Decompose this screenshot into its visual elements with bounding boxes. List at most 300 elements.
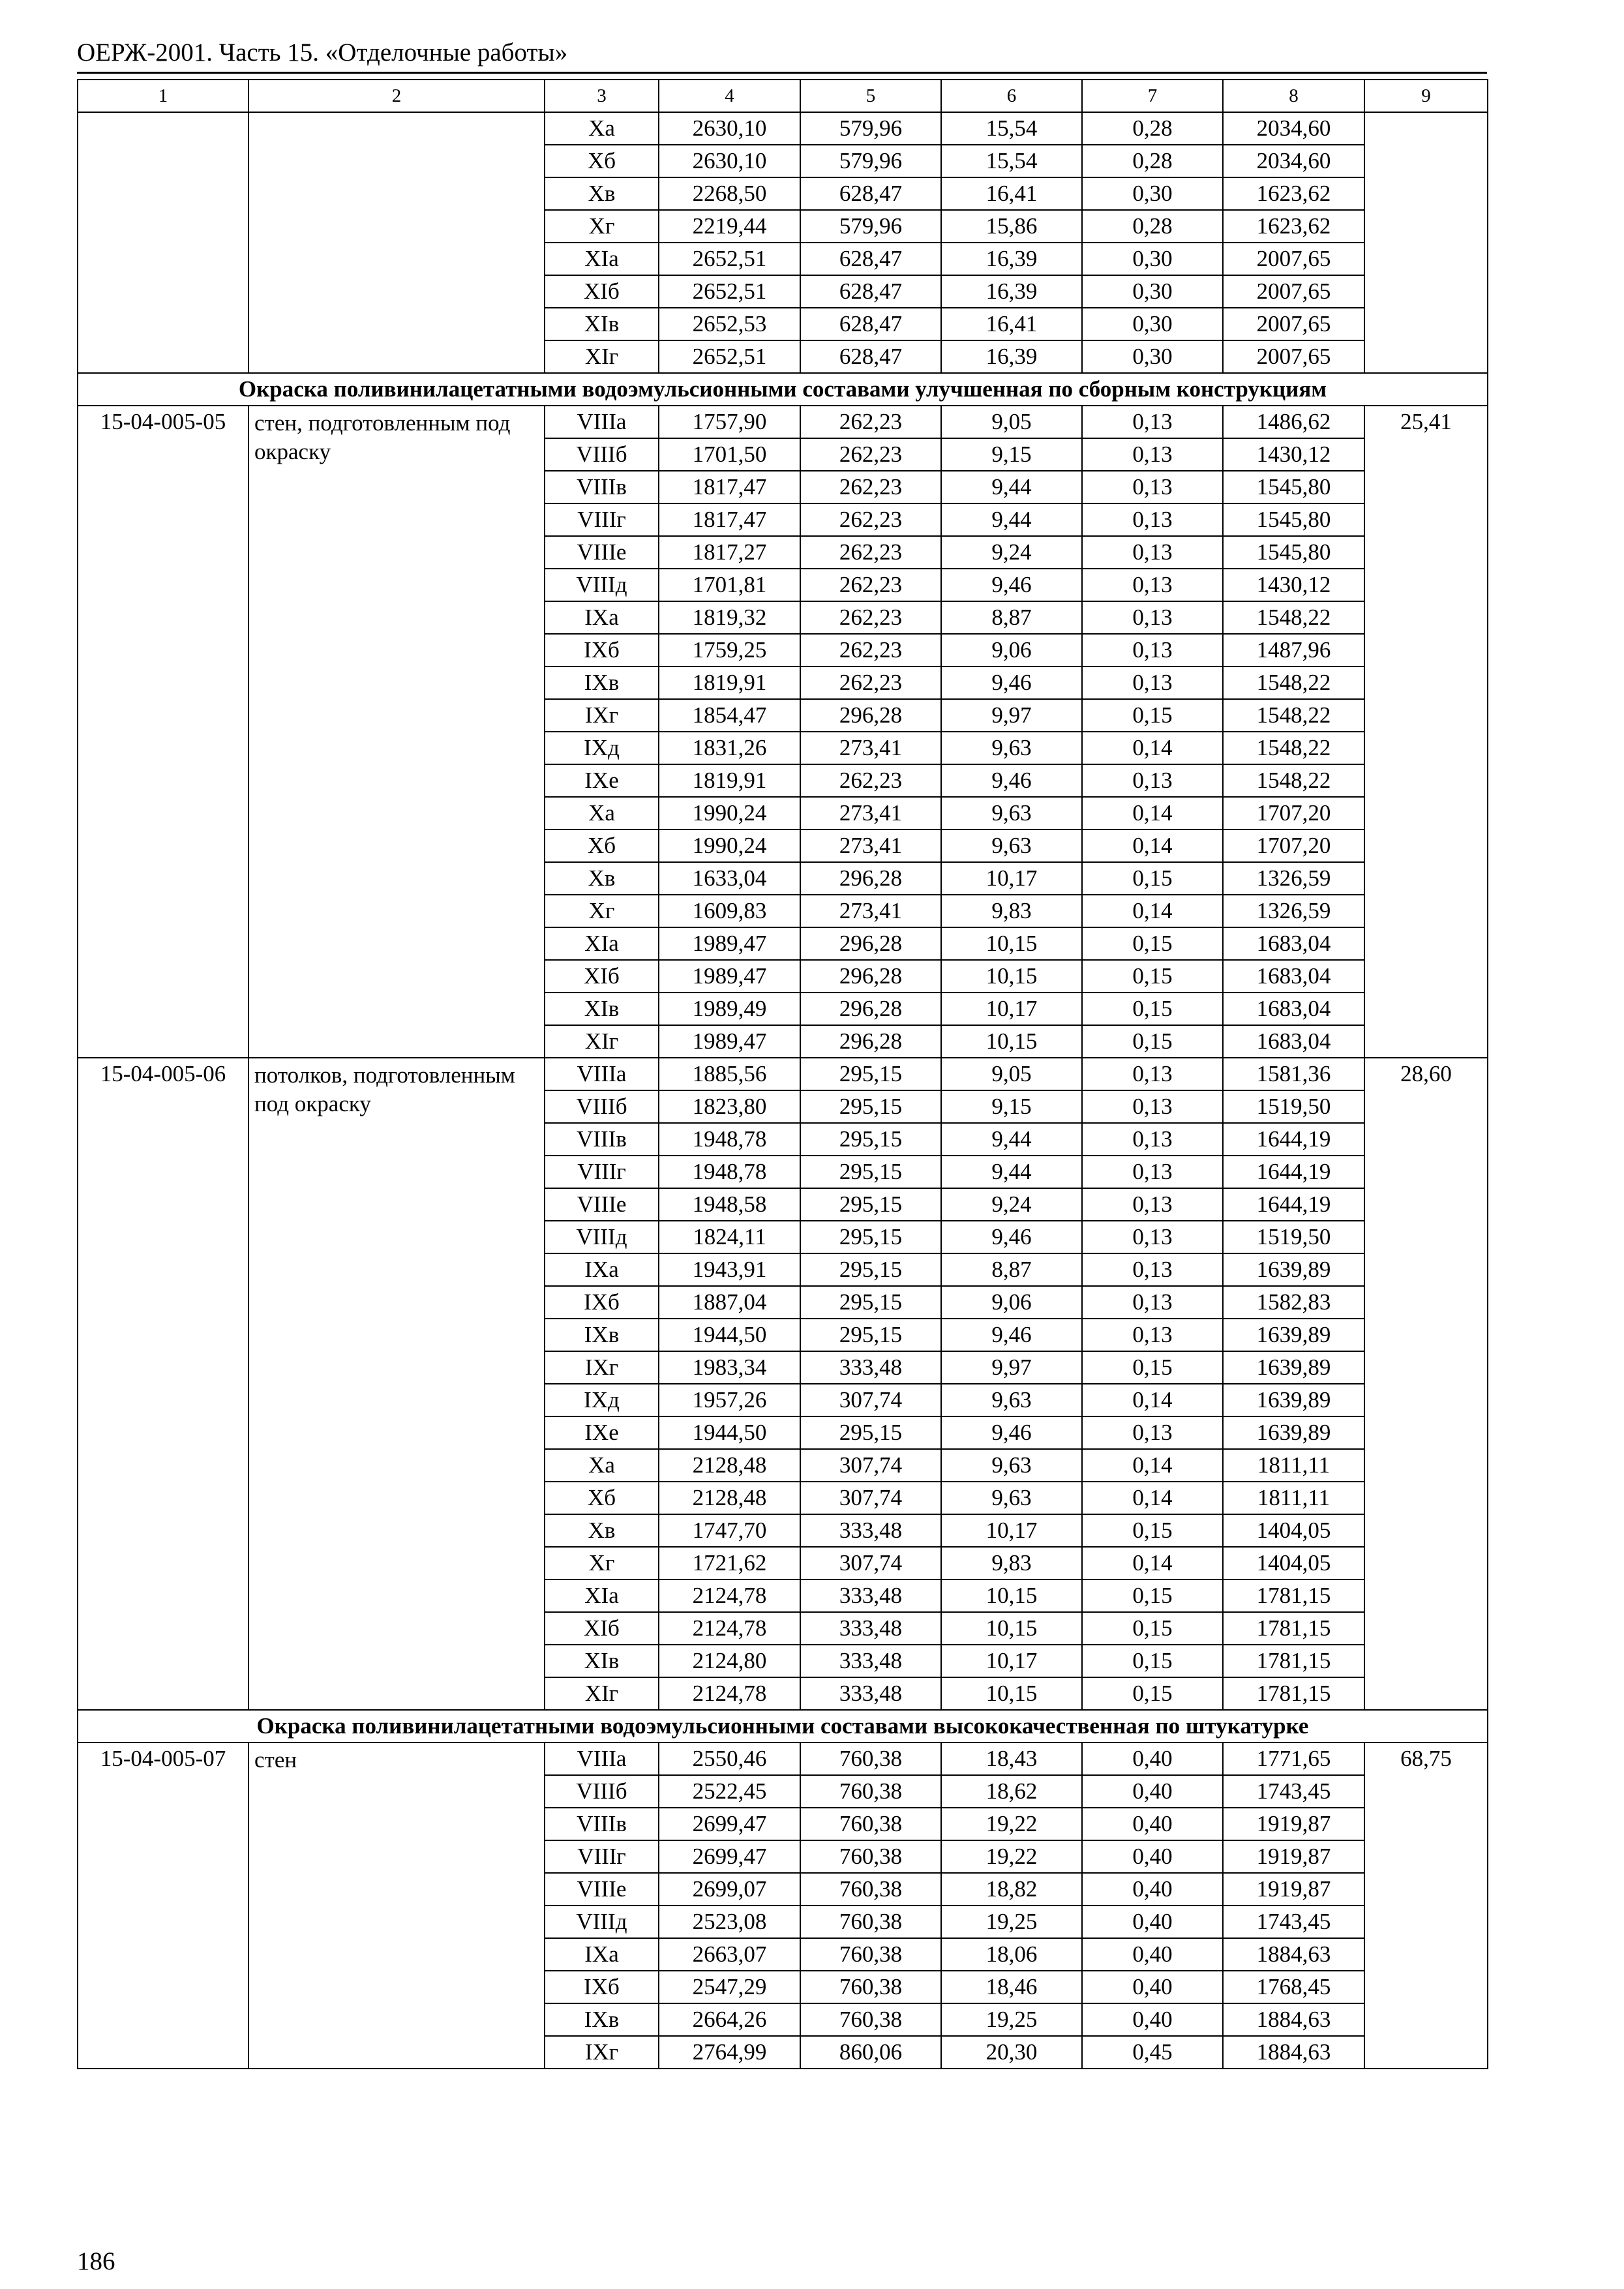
region-code: VIIIв	[545, 1123, 659, 1156]
col8-value: 1743,45	[1223, 1906, 1364, 1938]
col7-value: 0,40	[1082, 1808, 1223, 1840]
col6-value: 10,15	[941, 1677, 1082, 1710]
col5-value: 333,48	[800, 1351, 941, 1384]
rate-code: 15-04-005-07	[78, 1743, 248, 2069]
col4-value: 1948,78	[659, 1123, 800, 1156]
col4-value: 1944,50	[659, 1319, 800, 1351]
col6-value: 16,41	[941, 308, 1082, 340]
column-number: 1	[78, 80, 248, 112]
col8-value: 1545,80	[1223, 503, 1364, 536]
region-code: IXб	[545, 634, 659, 666]
col7-value: 0,15	[1082, 1677, 1223, 1710]
col5-value: 262,23	[800, 666, 941, 699]
col4-value: 1819,32	[659, 601, 800, 634]
col4-value: 1633,04	[659, 862, 800, 895]
col4-value: 1831,26	[659, 732, 800, 764]
col7-value: 0,13	[1082, 1286, 1223, 1319]
col4-value: 2124,78	[659, 1677, 800, 1710]
region-code: XIг	[545, 340, 659, 373]
col5-value: 295,15	[800, 1188, 941, 1221]
column-number: 5	[800, 80, 941, 112]
col8-value: 1683,04	[1223, 927, 1364, 960]
col4-value: 2699,47	[659, 1840, 800, 1873]
table-row	[78, 1058, 1488, 1090]
region-code: VIIIб	[545, 1775, 659, 1808]
col8-value: 1639,89	[1223, 1253, 1364, 1286]
region-code: IXб	[545, 1286, 659, 1319]
col5-value: 628,47	[800, 308, 941, 340]
col6-value: 18,43	[941, 1743, 1082, 1775]
col8-value: 1683,04	[1223, 993, 1364, 1025]
col5-value: 295,15	[800, 1090, 941, 1123]
col4-value: 2630,10	[659, 112, 800, 145]
col8-value: 1486,62	[1223, 406, 1364, 438]
work-description: стен	[248, 1743, 545, 2069]
col4-value: 2124,80	[659, 1645, 800, 1677]
col6-value: 10,17	[941, 1645, 1082, 1677]
col4-value: 2124,78	[659, 1612, 800, 1645]
col4-value: 2128,48	[659, 1449, 800, 1482]
col7-value: 0,13	[1082, 666, 1223, 699]
region-code: VIIIe	[545, 1873, 659, 1906]
col5-value: 760,38	[800, 1808, 941, 1840]
col7-value: 0,40	[1082, 1873, 1223, 1906]
region-code: Xa	[545, 797, 659, 830]
col5-value: 262,23	[800, 438, 941, 471]
col5-value: 273,41	[800, 797, 941, 830]
col7-value: 0,15	[1082, 1514, 1223, 1547]
col4-value: 1819,91	[659, 666, 800, 699]
col8-value: 1683,04	[1223, 1025, 1364, 1058]
col6-value: 9,63	[941, 732, 1082, 764]
col6-value: 9,24	[941, 536, 1082, 569]
region-code: XIa	[545, 1579, 659, 1612]
col8-value: 1919,87	[1223, 1840, 1364, 1873]
col6-value: 9,05	[941, 1058, 1082, 1090]
region-code: Xб	[545, 1482, 659, 1514]
col6-value: 9,97	[941, 699, 1082, 732]
col6-value: 9,46	[941, 569, 1082, 601]
col8-value: 2034,60	[1223, 112, 1364, 145]
col5-value: 296,28	[800, 927, 941, 960]
region-code: VIIIe	[545, 1188, 659, 1221]
col5-value: 295,15	[800, 1286, 941, 1319]
col5-value: 579,96	[800, 210, 941, 243]
region-code: XIг	[545, 1677, 659, 1710]
col5-value: 628,47	[800, 340, 941, 373]
col7-value: 0,14	[1082, 1449, 1223, 1482]
region-code: Xб	[545, 830, 659, 862]
col5-value: 262,23	[800, 601, 941, 634]
col8-value: 1623,62	[1223, 210, 1364, 243]
col6-value: 19,25	[941, 1906, 1082, 1938]
region-code: IXг	[545, 1351, 659, 1384]
region-code: Xв	[545, 177, 659, 210]
col6-value: 9,44	[941, 1156, 1082, 1188]
col7-value: 0,14	[1082, 797, 1223, 830]
col8-value: 1781,15	[1223, 1579, 1364, 1612]
code-cell	[78, 112, 248, 373]
col5-value: 307,74	[800, 1482, 941, 1514]
col7-value: 0,13	[1082, 601, 1223, 634]
col4-value: 1609,83	[659, 895, 800, 927]
col7-value: 0,13	[1082, 1156, 1223, 1188]
col8-value: 1326,59	[1223, 895, 1364, 927]
price-cell	[1364, 112, 1488, 373]
rate-code: 15-04-005-06	[78, 1058, 248, 1710]
column-number: 8	[1223, 80, 1364, 112]
col8-value: 1404,05	[1223, 1547, 1364, 1579]
col8-value: 1743,45	[1223, 1775, 1364, 1808]
region-code: IXa	[545, 1938, 659, 1971]
col5-value: 579,96	[800, 112, 941, 145]
col5-value: 760,38	[800, 1906, 941, 1938]
col6-value: 9,06	[941, 634, 1082, 666]
col6-value: 18,82	[941, 1873, 1082, 1906]
col6-value: 20,30	[941, 2036, 1082, 2069]
col8-value: 1919,87	[1223, 1808, 1364, 1840]
column-number: 3	[545, 80, 659, 112]
col5-value: 760,38	[800, 2003, 941, 2036]
col5-value: 295,15	[800, 1253, 941, 1286]
col5-value: 760,38	[800, 1840, 941, 1873]
col4-value: 1989,47	[659, 1025, 800, 1058]
col4-value: 2652,53	[659, 308, 800, 340]
col6-value: 9,44	[941, 471, 1082, 503]
region-code: IXв	[545, 666, 659, 699]
col4-value: 2630,10	[659, 145, 800, 177]
col7-value: 0,15	[1082, 927, 1223, 960]
col5-value: 295,15	[800, 1221, 941, 1253]
col8-value: 1811,11	[1223, 1482, 1364, 1514]
col4-value: 2547,29	[659, 1971, 800, 2003]
col5-value: 273,41	[800, 895, 941, 927]
col8-value: 2007,65	[1223, 243, 1364, 275]
col8-value: 1581,36	[1223, 1058, 1364, 1090]
region-code: VIIIe	[545, 536, 659, 569]
col6-value: 16,39	[941, 275, 1082, 308]
col5-value: 262,23	[800, 764, 941, 797]
region-code: IXб	[545, 1971, 659, 2003]
col4-value: 2699,47	[659, 1808, 800, 1840]
col4-value: 1819,91	[659, 764, 800, 797]
col5-value: 295,15	[800, 1416, 941, 1449]
work-description: потолков, подготовленным под окраску	[248, 1058, 545, 1710]
col6-value: 9,06	[941, 1286, 1082, 1319]
col4-value: 1989,47	[659, 960, 800, 993]
col7-value: 0,40	[1082, 1743, 1223, 1775]
col4-value: 2124,78	[659, 1579, 800, 1612]
col6-value: 9,83	[941, 1547, 1082, 1579]
col7-value: 0,15	[1082, 862, 1223, 895]
col6-value: 9,83	[941, 895, 1082, 927]
col8-value: 1430,12	[1223, 569, 1364, 601]
col5-value: 296,28	[800, 862, 941, 895]
col8-value: 2007,65	[1223, 275, 1364, 308]
col6-value: 16,39	[941, 340, 1082, 373]
col4-value: 1944,50	[659, 1416, 800, 1449]
table-row	[78, 112, 1488, 145]
col7-value: 0,14	[1082, 732, 1223, 764]
col4-value: 2652,51	[659, 243, 800, 275]
col8-value: 1545,80	[1223, 471, 1364, 503]
col5-value: 760,38	[800, 1971, 941, 2003]
col7-value: 0,13	[1082, 536, 1223, 569]
col6-value: 15,54	[941, 112, 1082, 145]
region-code: Xг	[545, 1547, 659, 1579]
col8-value: 1548,22	[1223, 764, 1364, 797]
col5-value: 333,48	[800, 1514, 941, 1547]
col7-value: 0,40	[1082, 1938, 1223, 1971]
col8-value: 1548,22	[1223, 601, 1364, 634]
col8-value: 1545,80	[1223, 536, 1364, 569]
col4-value: 1990,24	[659, 797, 800, 830]
col6-value: 19,25	[941, 2003, 1082, 2036]
rates-table-body	[78, 80, 1488, 2069]
region-code: XIг	[545, 1025, 659, 1058]
col6-value: 9,44	[941, 1123, 1082, 1156]
col8-value: 1519,50	[1223, 1090, 1364, 1123]
col8-value: 1404,05	[1223, 1514, 1364, 1547]
col4-value: 1757,90	[659, 406, 800, 438]
col4-value: 1817,27	[659, 536, 800, 569]
col4-value: 1989,47	[659, 927, 800, 960]
col6-value: 9,63	[941, 1482, 1082, 1514]
col7-value: 0,45	[1082, 2036, 1223, 2069]
col8-value: 1884,63	[1223, 2003, 1364, 2036]
col6-value: 15,86	[941, 210, 1082, 243]
col7-value: 0,15	[1082, 1612, 1223, 1645]
col6-value: 9,46	[941, 1319, 1082, 1351]
col5-value: 262,23	[800, 634, 941, 666]
col7-value: 0,15	[1082, 1351, 1223, 1384]
col5-value: 273,41	[800, 732, 941, 764]
col4-value: 1824,11	[659, 1221, 800, 1253]
col4-value: 2219,44	[659, 210, 800, 243]
col7-value: 0,13	[1082, 1416, 1223, 1449]
col6-value: 10,17	[941, 1514, 1082, 1547]
col5-value: 760,38	[800, 1775, 941, 1808]
col8-value: 1683,04	[1223, 960, 1364, 993]
region-code: XIв	[545, 993, 659, 1025]
col5-value: 307,74	[800, 1547, 941, 1579]
page-header-title: ОЕРЖ-2001. Часть 15. «Отделочные работы»	[77, 38, 568, 67]
col4-value: 1854,47	[659, 699, 800, 732]
col6-value: 8,87	[941, 1253, 1082, 1286]
unit-price: 68,75	[1364, 1743, 1488, 2069]
col4-value: 2522,45	[659, 1775, 800, 1808]
column-number: 6	[941, 80, 1082, 112]
rate-code: 15-04-005-05	[78, 406, 248, 1058]
col4-value: 1990,24	[659, 830, 800, 862]
region-code: VIIIг	[545, 1156, 659, 1188]
col6-value: 18,06	[941, 1938, 1082, 1971]
col6-value: 9,63	[941, 1384, 1082, 1416]
region-code: VIIIд	[545, 1906, 659, 1938]
col4-value: 2663,07	[659, 1938, 800, 1971]
col5-value: 262,23	[800, 569, 941, 601]
col8-value: 2007,65	[1223, 340, 1364, 373]
col4-value: 1943,91	[659, 1253, 800, 1286]
col6-value: 9,44	[941, 503, 1082, 536]
col6-value: 8,87	[941, 601, 1082, 634]
region-code: VIIIa	[545, 406, 659, 438]
col7-value: 0,40	[1082, 1906, 1223, 1938]
col7-value: 0,30	[1082, 177, 1223, 210]
col5-value: 307,74	[800, 1384, 941, 1416]
region-code: VIIIв	[545, 471, 659, 503]
col4-value: 1948,78	[659, 1156, 800, 1188]
section-header-row	[78, 1710, 1488, 1743]
col7-value: 0,13	[1082, 1090, 1223, 1123]
col8-value: 1707,20	[1223, 797, 1364, 830]
col4-value: 1759,25	[659, 634, 800, 666]
unit-price: 25,41	[1364, 406, 1488, 1058]
col8-value: 1639,89	[1223, 1384, 1364, 1416]
col6-value: 19,22	[941, 1808, 1082, 1840]
region-code: XIб	[545, 1612, 659, 1645]
col5-value: 295,15	[800, 1123, 941, 1156]
col7-value: 0,40	[1082, 1775, 1223, 1808]
region-code: IXa	[545, 601, 659, 634]
col6-value: 9,05	[941, 406, 1082, 438]
section-header-row	[78, 373, 1488, 406]
col6-value: 18,62	[941, 1775, 1082, 1808]
col7-value: 0,13	[1082, 1058, 1223, 1090]
column-number: 2	[248, 80, 545, 112]
col5-value: 628,47	[800, 177, 941, 210]
col7-value: 0,13	[1082, 406, 1223, 438]
description-cell	[248, 112, 545, 373]
region-code: IXд	[545, 732, 659, 764]
col8-value: 1548,22	[1223, 699, 1364, 732]
col5-value: 307,74	[800, 1449, 941, 1482]
col5-value: 262,23	[800, 406, 941, 438]
col6-value: 9,15	[941, 438, 1082, 471]
col8-value: 1781,15	[1223, 1612, 1364, 1645]
region-code: Xв	[545, 1514, 659, 1547]
col6-value: 9,46	[941, 666, 1082, 699]
region-code: XIa	[545, 243, 659, 275]
col8-value: 1644,19	[1223, 1188, 1364, 1221]
col8-value: 1519,50	[1223, 1221, 1364, 1253]
col7-value: 0,30	[1082, 340, 1223, 373]
col4-value: 1983,34	[659, 1351, 800, 1384]
region-code: IXв	[545, 1319, 659, 1351]
col5-value: 295,15	[800, 1319, 941, 1351]
col7-value: 0,40	[1082, 1840, 1223, 1873]
col5-value: 333,48	[800, 1579, 941, 1612]
region-code: IXe	[545, 764, 659, 797]
region-code: Xб	[545, 145, 659, 177]
col4-value: 1887,04	[659, 1286, 800, 1319]
col8-value: 1884,63	[1223, 1938, 1364, 1971]
col8-value: 1781,15	[1223, 1645, 1364, 1677]
col6-value: 9,63	[941, 830, 1082, 862]
table-row	[78, 1743, 1488, 1775]
region-code: Xa	[545, 1449, 659, 1482]
region-code: IXв	[545, 2003, 659, 2036]
col4-value: 1948,58	[659, 1188, 800, 1221]
col7-value: 0,13	[1082, 569, 1223, 601]
col6-value: 9,63	[941, 797, 1082, 830]
col7-value: 0,28	[1082, 112, 1223, 145]
region-code: XIв	[545, 1645, 659, 1677]
col8-value: 1707,20	[1223, 830, 1364, 862]
col6-value: 19,22	[941, 1840, 1082, 1873]
region-code: Xг	[545, 895, 659, 927]
col4-value: 2699,07	[659, 1873, 800, 1906]
col6-value: 16,41	[941, 177, 1082, 210]
col8-value: 1781,15	[1223, 1677, 1364, 1710]
col4-value: 2652,51	[659, 275, 800, 308]
col5-value: 262,23	[800, 536, 941, 569]
col7-value: 0,30	[1082, 243, 1223, 275]
region-code: Xв	[545, 862, 659, 895]
col5-value: 760,38	[800, 1873, 941, 1906]
col4-value: 2664,26	[659, 2003, 800, 2036]
col6-value: 18,46	[941, 1971, 1082, 2003]
col7-value: 0,13	[1082, 764, 1223, 797]
col4-value: 1823,80	[659, 1090, 800, 1123]
col5-value: 628,47	[800, 275, 941, 308]
col7-value: 0,15	[1082, 699, 1223, 732]
col5-value: 295,15	[800, 1058, 941, 1090]
col5-value: 296,28	[800, 993, 941, 1025]
col4-value: 1701,81	[659, 569, 800, 601]
col7-value: 0,30	[1082, 308, 1223, 340]
col5-value: 296,28	[800, 960, 941, 993]
col6-value: 10,15	[941, 960, 1082, 993]
col4-value: 1701,50	[659, 438, 800, 471]
col5-value: 860,06	[800, 2036, 941, 2069]
rates-table	[77, 79, 1488, 2069]
col7-value: 0,13	[1082, 1188, 1223, 1221]
region-code: IXa	[545, 1253, 659, 1286]
col8-value: 1430,12	[1223, 438, 1364, 471]
col7-value: 0,28	[1082, 145, 1223, 177]
col8-value: 1771,65	[1223, 1743, 1364, 1775]
col6-value: 10,17	[941, 862, 1082, 895]
column-numbers-row	[78, 80, 1488, 112]
region-code: VIIIб	[545, 438, 659, 471]
col7-value: 0,13	[1082, 438, 1223, 471]
col7-value: 0,15	[1082, 1025, 1223, 1058]
col4-value: 2268,50	[659, 177, 800, 210]
col5-value: 579,96	[800, 145, 941, 177]
col8-value: 1639,89	[1223, 1416, 1364, 1449]
region-code: IXг	[545, 2036, 659, 2069]
col5-value: 262,23	[800, 503, 941, 536]
table-row	[78, 406, 1488, 438]
region-code: XIб	[545, 275, 659, 308]
col5-value: 333,48	[800, 1645, 941, 1677]
col6-value: 9,46	[941, 1416, 1082, 1449]
section-title: Окраска поливинилацетатными водоэмульсионными составами высококачественная по штукатурке	[78, 1710, 1488, 1743]
col8-value: 1623,62	[1223, 177, 1364, 210]
col7-value: 0,13	[1082, 1123, 1223, 1156]
column-number: 9	[1364, 80, 1488, 112]
col7-value: 0,15	[1082, 960, 1223, 993]
col7-value: 0,13	[1082, 1253, 1223, 1286]
col4-value: 1817,47	[659, 503, 800, 536]
col6-value: 16,39	[941, 243, 1082, 275]
column-number: 7	[1082, 80, 1223, 112]
col5-value: 333,48	[800, 1677, 941, 1710]
col7-value: 0,28	[1082, 210, 1223, 243]
region-code: IXд	[545, 1384, 659, 1416]
col8-value: 2007,65	[1223, 308, 1364, 340]
